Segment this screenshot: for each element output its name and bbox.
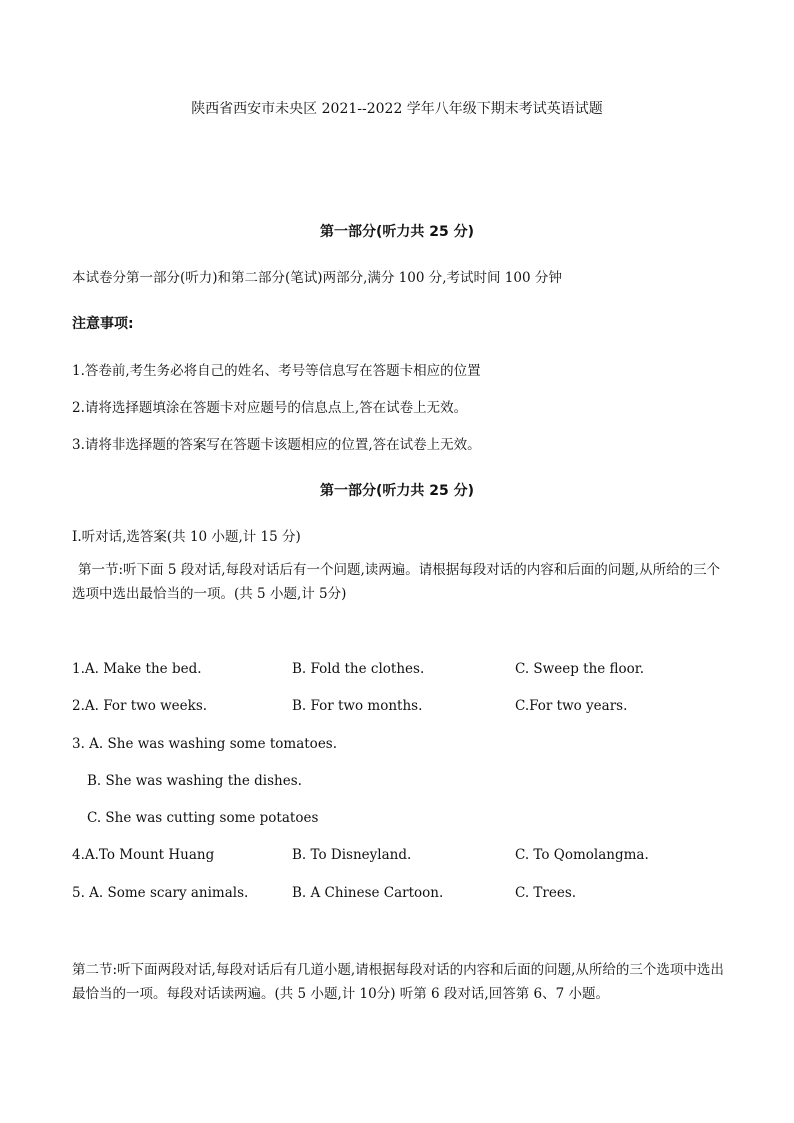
subsection-instructions: 第一节:听下面 5 段对话,每段对话后有一个问题,读两遍。请根据每段对话的内容和后面的问题,从所给的三个选项中选出最恰当的一项。(共 5 小题,计 5分): [72, 562, 721, 602]
q3-option-b: B. She was washing the dishes.: [87, 773, 302, 789]
notice-item: 3.请将非选择题的答案写在答题卡该题相应的位置,答在试卷上无效。: [72, 437, 481, 453]
q3-option-c: C. She was cutting some potatoes: [87, 810, 319, 826]
q5-option-b: B. A Chinese Cartoon.: [292, 885, 444, 901]
q2-option-a: 2.A. For two weeks.: [72, 698, 208, 714]
q4-option-a: 4.A.To Mount Huang: [72, 847, 215, 863]
section-heading: 第一部分(听力共 25 分): [319, 224, 475, 240]
q5-option-a: 5. A. Some scary animals.: [72, 885, 249, 901]
q4-option-c: C. To Qomolangma.: [515, 847, 649, 863]
q2-option-c: C.For two years.: [515, 698, 628, 714]
document-title: 陕西省西安市未央区 2021--2022 学年八年级下期末考试英语试题: [191, 101, 603, 117]
q1-option-c: C. Sweep the floor.: [515, 661, 645, 677]
q4-option-b: B. To Disneyland.: [292, 847, 412, 863]
q5-option-c: C. Trees.: [515, 885, 577, 901]
intro-text: 本试卷分第一部分(听力)和第二部分(笔试)两部分,满分 100 分,考试时间 100 分钟: [72, 270, 562, 286]
q2-option-b: B. For two months.: [292, 698, 423, 714]
q1-option-b: B. Fold the clothes.: [292, 661, 425, 677]
section-heading-repeat: 第一部分(听力共 25 分): [319, 483, 475, 499]
notice-item: 1.答卷前,考生务必将自己的姓名、考号等信息写在答题卡相应的位置: [72, 363, 481, 379]
subsection2-instructions: 第二节:听下面两段对话,每段对话后有几道小题,请根据每段对话的内容和后面的问题,从所给的三个选项中选出最恰当的一项。每段对话读两遍。(共 5 小题,计 10分) 听第 6 段对话,回答第 6、7 小题。: [72, 962, 724, 1002]
notice-title: 注意事项:: [72, 316, 134, 332]
q3-option-a: 3. A. She was washing some tomatoes.: [72, 736, 338, 752]
notice-item: 2.请将选择题填涂在答题卡对应题号的信息点上,答在试卷上无效。: [72, 400, 468, 416]
part-title: I.听对话,选答案(共 10 小题,计 15 分): [72, 529, 301, 545]
q1-option-a: 1.A. Make the bed.: [72, 661, 202, 677]
